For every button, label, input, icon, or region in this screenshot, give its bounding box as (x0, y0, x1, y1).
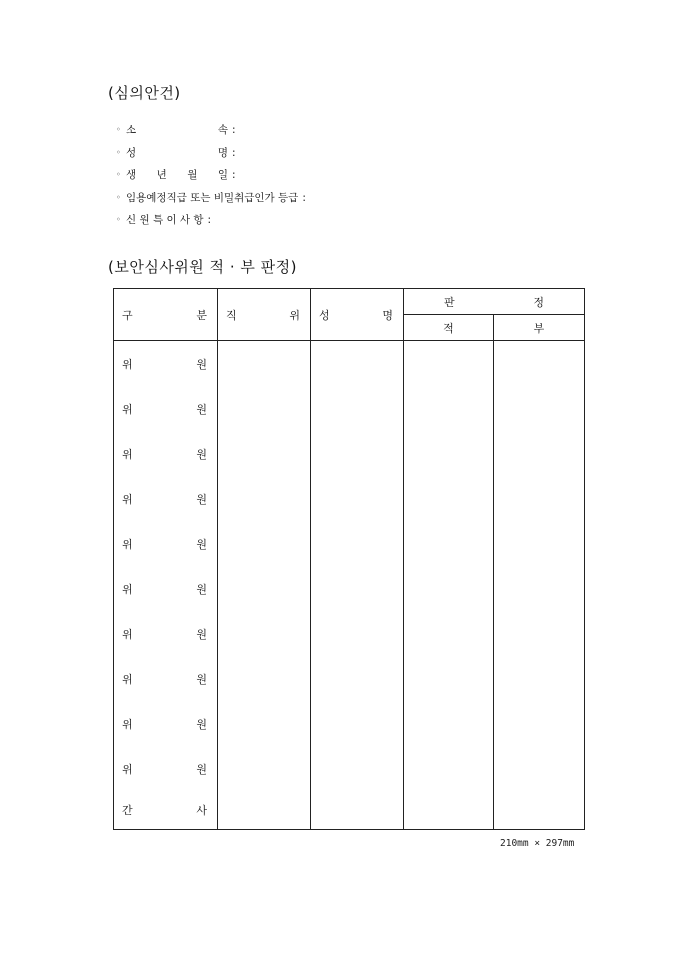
bullet-icon: ◦ (116, 170, 121, 179)
table-row (114, 386, 585, 431)
grade-label: 임용예정직급 또는 비밀취급인가 등급 (126, 191, 299, 204)
row-suitable-cell[interactable] (404, 386, 494, 431)
header-category (114, 289, 218, 341)
table-row (114, 611, 585, 656)
row-category-char-1: 위 (122, 582, 133, 596)
row-category-char-2: 원 (196, 402, 207, 416)
row-category-char-1: 간 (122, 804, 133, 817)
row-suitable-cell[interactable] (404, 701, 494, 746)
row-name-cell[interactable] (311, 701, 404, 746)
birthdate-char-4: 일 (217, 169, 228, 181)
row-category-char-1: 위 (122, 402, 133, 416)
header-judgement-char-2: 정 (533, 295, 544, 309)
row-unsuitable-cell[interactable] (494, 566, 585, 611)
row-position-cell[interactable] (218, 476, 311, 521)
row-position-cell[interactable] (218, 341, 311, 387)
header-position-char-2: 위 (289, 308, 300, 322)
row-name-cell[interactable] (311, 476, 404, 521)
table-row (114, 791, 585, 830)
affiliation-label-char-2: 속 (217, 124, 228, 136)
row-category (114, 611, 218, 656)
row-position-cell[interactable] (218, 791, 311, 830)
birthdate-label (126, 167, 228, 183)
row-category (114, 656, 218, 701)
row-category-char-1: 위 (122, 357, 133, 371)
row-name-cell[interactable] (311, 566, 404, 611)
birthdate-colon: : (232, 169, 236, 181)
row-name-cell[interactable] (311, 386, 404, 431)
row-unsuitable-cell[interactable] (494, 341, 585, 387)
row-category (114, 566, 218, 611)
row-unsuitable-cell[interactable] (494, 746, 585, 791)
table-row (114, 656, 585, 701)
row-position-cell[interactable] (218, 431, 311, 476)
header-unsuitable: 부 (494, 315, 585, 341)
row-position-cell[interactable] (218, 611, 311, 656)
row-suitable-cell[interactable] (404, 611, 494, 656)
row-suitable-cell[interactable] (404, 746, 494, 791)
row-position-cell[interactable] (218, 386, 311, 431)
row-category (114, 341, 218, 387)
table-row (114, 566, 585, 611)
info-row-affiliation (116, 122, 306, 145)
name-label-char-2: 명 (217, 146, 228, 159)
header-suitable: 적 (404, 315, 494, 341)
table-row (114, 431, 585, 476)
affiliation-label (126, 122, 228, 138)
name-colon: : (232, 146, 236, 159)
info-row-grade (116, 190, 306, 213)
row-category-char-2: 원 (196, 537, 207, 551)
row-unsuitable-cell[interactable] (494, 476, 585, 521)
row-name-cell[interactable] (311, 791, 404, 830)
info-row-name (116, 145, 306, 168)
row-category (114, 521, 218, 566)
row-category-char-2: 원 (196, 582, 207, 596)
header-category-char-1: 구 (122, 308, 133, 322)
row-unsuitable-cell[interactable] (494, 431, 585, 476)
row-category-char-2: 원 (196, 627, 207, 641)
row-category-char-1: 위 (122, 537, 133, 551)
row-category (114, 701, 218, 746)
table-header-row (114, 289, 585, 315)
bullet-icon: ◦ (116, 192, 121, 202)
header-judgement-char-1: 판 (444, 295, 455, 309)
row-suitable-cell[interactable] (404, 521, 494, 566)
bullet-icon: ◦ (116, 147, 121, 157)
info-row-background (116, 212, 306, 235)
background-label: 신 원 특 이 사 항 (126, 214, 204, 226)
table-row (114, 341, 585, 387)
row-category-char-2: 원 (196, 492, 207, 506)
birthdate-char-2: 년 (156, 169, 167, 181)
bullet-icon: ◦ (116, 215, 121, 224)
birthdate-char-3: 월 (187, 169, 198, 181)
name-label (126, 145, 228, 161)
name-label-char-1: 성 (126, 146, 137, 159)
row-position-cell[interactable] (218, 566, 311, 611)
row-suitable-cell[interactable] (404, 341, 494, 387)
paper-size-note: 210mm × 297mm (500, 838, 575, 849)
row-name-cell[interactable] (311, 341, 404, 387)
info-row-birthdate (116, 167, 306, 190)
row-category (114, 791, 218, 830)
row-category-char-2: 사 (196, 804, 207, 817)
row-category-char-1: 위 (122, 762, 133, 776)
row-position-cell[interactable] (218, 746, 311, 791)
judgement-section-title: (보안심사위원 적 · 부 판정) (108, 258, 297, 276)
header-name (311, 289, 404, 341)
row-category (114, 476, 218, 521)
row-name-cell[interactable] (311, 521, 404, 566)
row-category-char-2: 원 (196, 762, 207, 776)
row-category-char-2: 원 (196, 672, 207, 686)
header-position (218, 289, 311, 341)
table-row (114, 746, 585, 791)
header-name-char-1: 성 (319, 308, 330, 322)
header-name-char-2: 명 (382, 308, 393, 322)
row-unsuitable-cell[interactable] (494, 386, 585, 431)
row-unsuitable-cell[interactable] (494, 701, 585, 746)
review-section-title: (심의안건) (108, 84, 181, 102)
row-suitable-cell[interactable] (404, 566, 494, 611)
affiliation-colon: : (232, 124, 236, 136)
row-name-cell[interactable] (311, 746, 404, 791)
row-suitable-cell[interactable] (404, 431, 494, 476)
row-unsuitable-cell[interactable] (494, 611, 585, 656)
row-position-cell[interactable] (218, 521, 311, 566)
row-category (114, 431, 218, 476)
row-category-char-2: 원 (196, 357, 207, 371)
row-unsuitable-cell[interactable] (494, 521, 585, 566)
row-name-cell[interactable] (311, 656, 404, 701)
row-suitable-cell[interactable] (404, 656, 494, 701)
header-position-char-1: 직 (226, 308, 237, 322)
table-row (114, 701, 585, 746)
row-category-char-1: 위 (122, 627, 133, 641)
judgement-table (113, 288, 585, 830)
review-info-list (116, 122, 306, 235)
row-name-cell[interactable] (311, 431, 404, 476)
header-judgement (404, 289, 585, 315)
row-position-cell[interactable] (218, 656, 311, 701)
row-category (114, 746, 218, 791)
row-unsuitable-cell[interactable] (494, 791, 585, 830)
row-name-cell[interactable] (311, 611, 404, 656)
row-category-char-1: 위 (122, 492, 133, 506)
row-category-char-1: 위 (122, 447, 133, 461)
birthdate-char-1: 생 (126, 169, 137, 181)
grade-colon: : (302, 191, 306, 204)
table-row (114, 521, 585, 566)
row-suitable-cell[interactable] (404, 791, 494, 830)
row-suitable-cell[interactable] (404, 476, 494, 521)
row-category-char-1: 위 (122, 672, 133, 686)
row-category-char-2: 원 (196, 717, 207, 731)
row-category (114, 386, 218, 431)
header-category-char-2: 분 (196, 308, 207, 322)
row-unsuitable-cell[interactable] (494, 656, 585, 701)
row-category-char-1: 위 (122, 717, 133, 731)
row-category-char-2: 원 (196, 447, 207, 461)
bullet-icon: ◦ (116, 125, 121, 134)
affiliation-label-char-1: 소 (126, 124, 137, 136)
table-row (114, 476, 585, 521)
background-colon: : (207, 214, 212, 226)
row-position-cell[interactable] (218, 701, 311, 746)
